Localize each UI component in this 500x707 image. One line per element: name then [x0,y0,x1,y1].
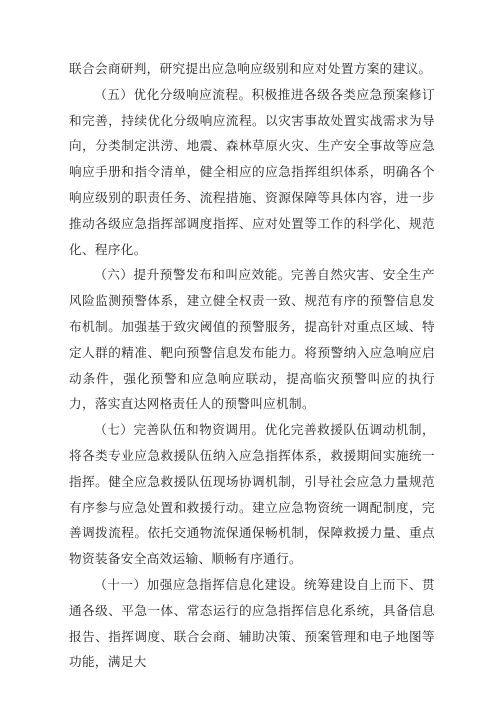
paragraph-body: 联合会商研判，研究提出应急响应级别和应对处置方案的建议。 [69,61,432,76]
paragraph-section-5 [69,82,435,263]
section-heading: （十一）加强应急指挥信息化建设。 [94,576,305,592]
paragraph-body: 优化完善救援队伍调动机制，将各类专业应急救援队伍纳入应急指挥体系，救援期间实施统一指挥。健全应急救援队伍现场协调机制，引导社会应急力量规范有序参与应急处置和救援行动。建立应急物资统一调配制度，完善调拨流程。依托交通物流保通保畅机制，保障救援力量、重点物资装备安全高效运输、顺畅有序通行。 [69,422,435,567]
paragraph-body: 统筹建设自上而下、贯通各级、平急一体、常态运行的应急指挥信息化系统，具备信息报告、指挥调度、联合会商、辅助决策、预案管理和电子地图等功能，满足大 [69,576,436,670]
section-heading: （五）优化分级响应流程。 [94,86,252,102]
paragraph-body: 积极推进各级各类应急预案修订和完善，持续优化分级响应流程。以灾害事故处置实战需求为导向，分类制定洪涝、地震、森林草原火灾、生产安全事故等应急响应手册和指令清单，健全相应的应急指挥组织体系，明确各个响应级别的职责任务、流程措施、资源保障等具体内容，进一步推动各级应急指挥部调度指挥、应对处置等工作的科学化、规范化、程序化。 [69,86,435,257]
paragraph-section-7 [69,417,435,572]
paragraph-body: 完善自然灾害、安全生产风险监测预警体系，建立健全权责一致、规范有序的预警信息发布机制。加强基于致灾阈值的预警服务，提高针对重点区域、特定人群的精准、靶向预警信息发布能力。将预警纳入应急响应启动条件，强化预警和应急响应联动，提高临灾预警叫应的执行力，落实直达网格责任人的预警叫应机制。 [69,267,435,412]
paragraph-section-11 [69,572,435,675]
paragraph-section-6 [69,262,435,417]
section-heading: （七）完善队伍和物资调用。 [94,422,265,438]
paragraph-continuation [69,56,435,82]
section-heading: （六）提升预警发布和叫应效能。 [94,267,291,283]
